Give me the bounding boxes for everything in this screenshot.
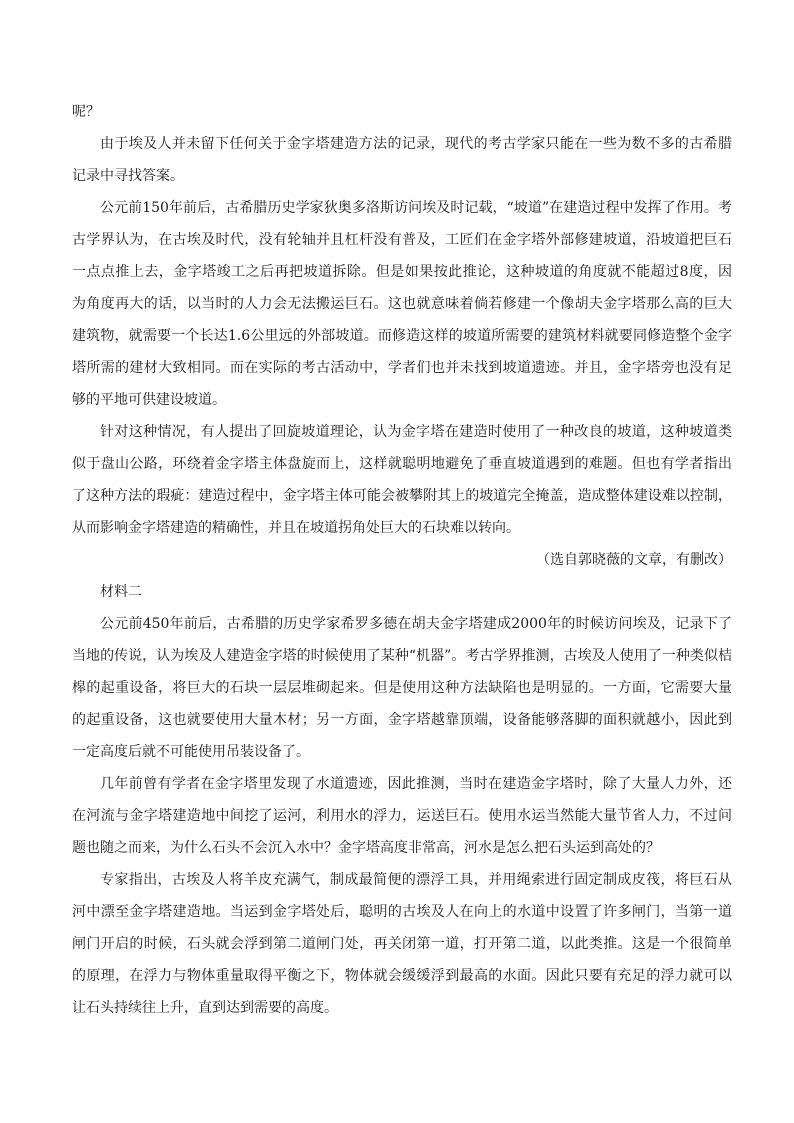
text-line: 似于盘山公路，环绕着金字塔主体盘旋而上，这样就聪明地避免了垂直坡道遇到的难题。但也有学者指出 xyxy=(72,456,732,472)
text-line: 一定高度后就不可能使用吊装设备了。 xyxy=(72,744,310,760)
text-line: 为角度再大的话，以当时的人力会无法搬运巨石。这也就意味着倘若修建一个像胡夫金字塔那么高的巨大 xyxy=(72,296,732,312)
text-line: 够的平地可供建设坡道。 xyxy=(72,392,226,408)
section-heading: 材料二 xyxy=(100,584,142,600)
text-line: 呢？ xyxy=(72,104,100,120)
text-line: 从而影响金字塔建造的精确性，并且在坡道拐角处巨大的石块难以转向。 xyxy=(72,520,520,536)
text-line: 一点点推上去，金字塔竣工之后再把坡道拆除。但是如果按此推论，这种坡道的角度就不能超过8度，因 xyxy=(72,264,732,280)
text-line: 记录中寻找答案。 xyxy=(72,168,184,184)
text-line: 的原理，在浮力与物体重量取得平衡之下，物体就会缓缓浮到最高的水面。因此只要有充足的浮力就可以 xyxy=(72,968,732,984)
text-line: 河中漂至金字塔建造地。当运到金字塔处后，聪明的古埃及人在向上的水道中设置了许多闸门，当第一道 xyxy=(72,904,732,920)
text-line: 几年前曾有学者在金字塔里发现了水道遗迹，因此推测，当时在建造金字塔时，除了大量人力外，还 xyxy=(100,776,732,792)
text-line: 了这种方法的瑕疵：建造过程中，金字塔主体可能会被攀附其上的坡道完全掩盖，造成整体建设难以控制， xyxy=(72,488,732,504)
text-line: 槔的起重设备，将巨大的石块一层层堆砌起来。但是使用这种方法缺陷也是明显的。一方面，它需要大量 xyxy=(72,680,732,696)
text-line: 闸门开启的时候，石头就会浮到第二道闸门处，再关闭第一道，打开第二道，以此类推。这是一个很简单 xyxy=(72,936,732,952)
text-line: 公元前150年前后，古希腊历史学家狄奥多洛斯访问埃及时记载，“坡道”在建造过程中发挥了作用。考 xyxy=(100,200,732,216)
text-line: 针对这种情况，有人提出了回旋坡道理论，认为金字塔在建造时使用了一种改良的坡道，这种坡道类 xyxy=(100,424,732,440)
text-line: 的起重设备，这也就要使用大量木材；另一方面，金字塔越靠顶端，设备能够落脚的面积就越小，因此到 xyxy=(72,712,732,728)
text-line: 建筑物，就需要一个长达1.6公里远的外部坡道。而修造这样的坡道所需要的建筑材料就要同修造整个金字 xyxy=(72,328,732,344)
text-line: 当地的传说，认为埃及人建造金字塔的时候使用了某种“机器”。考古学界推测，古埃及人使用了一种类似桔 xyxy=(72,648,732,664)
text-line: 让石头持续往上升，直到达到需要的高度。 xyxy=(72,1000,338,1016)
text-line: 古学界认为，在古埃及时代，没有轮轴并且杠杆没有普及，工匠们在金字塔外部修建坡道，沿坡道把巨石 xyxy=(72,232,732,248)
text-line: 由于埃及人并未留下任何关于金字塔建造方法的记录，现代的考古学家只能在一些为数不多的古希腊 xyxy=(100,136,732,152)
text-line: 公元前450年前后，古希腊的历史学家希罗多德在胡夫金字塔建成2000年的时候访问埃及，记录下了 xyxy=(100,616,732,632)
source-attribution: （选自郭晓薇的文章，有删改） xyxy=(536,552,732,568)
text-line: 专家指出，古埃及人将羊皮充满气，制成最简便的漂浮工具，并用绳索进行固定制成皮筏，将巨石从 xyxy=(100,872,732,888)
text-line: 塔所需的建材大致相同。而在实际的考古活动中，学者们也并未找到坡道遗迹。并且，金字塔旁也没有足 xyxy=(72,360,732,376)
text-line: 题也随之而来，为什么石头不会沉入水中？金字塔高度非常高，河水是怎么把石头运到高处的？ xyxy=(72,840,660,856)
text-line: 在河流与金字塔建造地中间挖了运河，利用水的浮力，运送巨石。使用水运当然能大量节省人力，不过问 xyxy=(72,808,732,824)
document-page xyxy=(72,96,732,1024)
